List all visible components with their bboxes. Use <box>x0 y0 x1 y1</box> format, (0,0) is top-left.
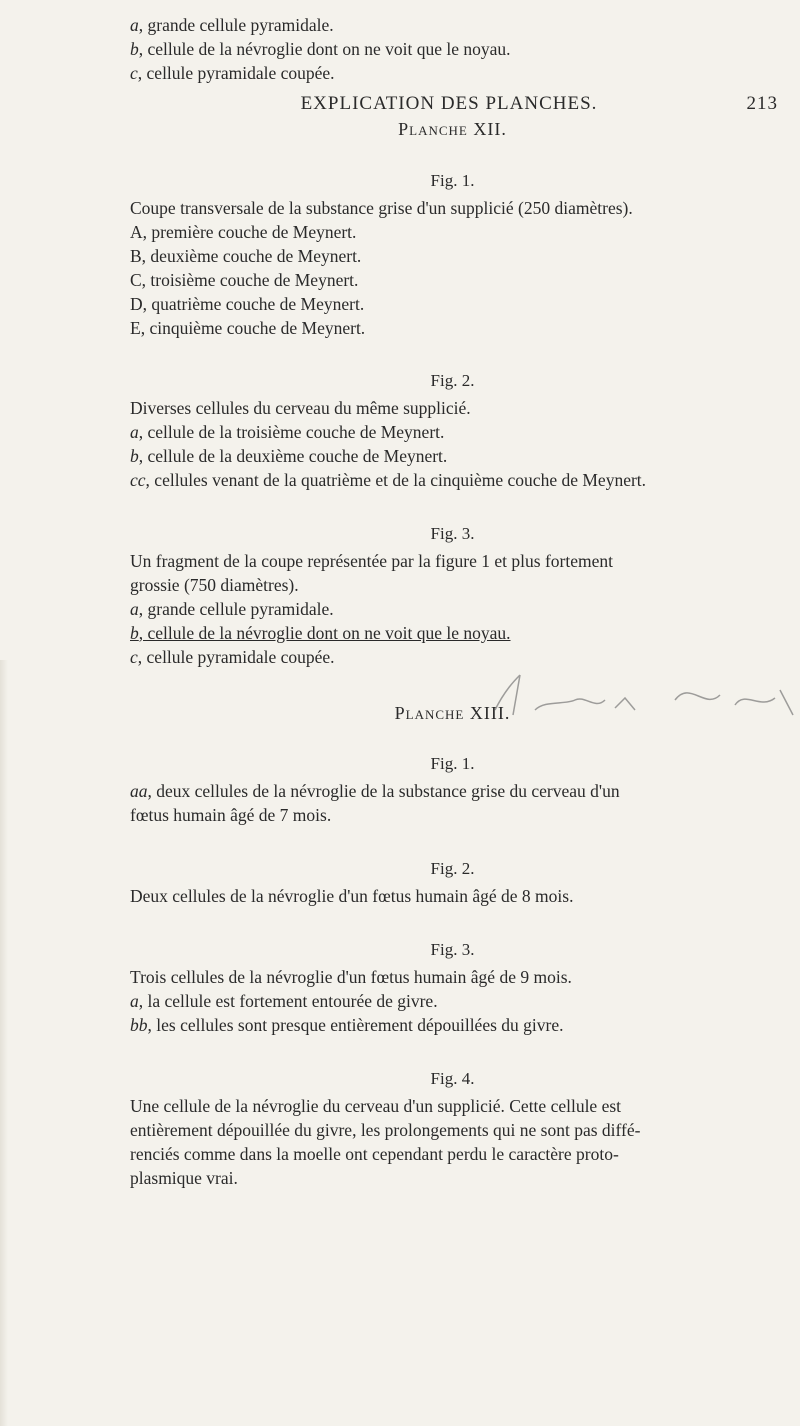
p13-fig4-line: renciés comme dans la moelle ont cependant perdu le caractère proto- <box>130 1144 619 1164</box>
p13-fig3-caption: Trois cellules de la névroglie d'un fœtus humain âgé de 9 mois. <box>130 967 572 987</box>
p13-fig3-item-a: a, la cellule est fortement entourée de givre. <box>130 991 438 1011</box>
p13-fig1-line1: aa, deux cellules de la névroglie de la substance grise du cerveau d'un <box>130 781 620 801</box>
p12-fig2-caption: Diverses cellules du cerveau du même supplicié. <box>130 398 471 418</box>
p13-fig3-item-bb: bb, les cellules sont presque entièrement dépouillées du givre. <box>130 1015 564 1035</box>
p13-fig4-line: plasmique vrai. <box>130 1168 238 1188</box>
p12-fig3-caption-line1: Un fragment de la coupe représentée par la figure 1 et plus fortement <box>130 551 613 571</box>
page-number: 213 <box>746 93 778 114</box>
p13-fig1-line2: fœtus humain âgé de 7 mois. <box>130 805 332 825</box>
planche-xii-heading: Planche XII. <box>398 119 507 139</box>
running-header <box>120 93 778 121</box>
page-edge-shadow <box>0 660 8 1426</box>
carryover-item-c: c, cellule pyramidale coupée. <box>130 63 335 83</box>
p13-fig2-caption: Deux cellules de la névroglie d'un fœtus humain âgé de 8 mois. <box>130 886 574 906</box>
p12-fig2-item-b: b, cellule de la deuxième couche de Meynert. <box>130 446 448 466</box>
p12-fig1-item: C, troisième couche de Meynert. <box>130 270 359 290</box>
p12-fig2-item-a: a, cellule de la troisième couche de Meynert. <box>130 422 445 442</box>
p12-fig1-item: D, quatrième couche de Meynert. <box>130 294 365 314</box>
p12-fig2-item-cc: cc, cellules venant de la quatrième et de la cinquième couche de Meynert. <box>130 470 647 490</box>
p12-fig3-item-b: b, cellule de la névroglie dont on ne voit que le noyau. <box>130 623 511 643</box>
p12-fig1-item: E, cinquième couche de Meynert. <box>130 318 366 338</box>
p12-fig1-item: A, première couche de Meynert. <box>130 222 357 242</box>
p13-fig4-line: entièrement dépouillée du givre, les prolongements qui ne sont pas diffé- <box>130 1120 641 1140</box>
handwritten-annotation <box>475 670 800 722</box>
p12-fig2-title: Fig. 2. <box>430 371 475 390</box>
carryover-item-b: b, cellule de la névroglie dont on ne voit que le noyau. <box>130 39 511 59</box>
p12-fig3-caption-line2: grossie (750 diamètres). <box>130 575 299 595</box>
p12-fig3-item-a: a, grande cellule pyramidale. <box>130 599 334 619</box>
p12-fig1-title: Fig. 1. <box>430 171 475 190</box>
p13-fig3-title: Fig. 3. <box>430 940 475 959</box>
p13-fig4-line: Une cellule de la névroglie du cerveau d'un supplicié. Cette cellule est <box>130 1096 622 1116</box>
p13-fig4-title: Fig. 4. <box>430 1069 475 1088</box>
p12-fig1-caption: Coupe transversale de la substance grise d'un supplicié (250 diamètres). <box>130 198 633 218</box>
p13-fig2-title: Fig. 2. <box>430 859 475 878</box>
planche-xiii-heading: Planche XIII. <box>394 703 511 723</box>
carryover-item-a: a, grande cellule pyramidale. <box>130 15 334 35</box>
p13-fig1-title: Fig. 1. <box>430 754 475 773</box>
p12-fig3-item-c: c, cellule pyramidale coupée. <box>130 647 335 667</box>
running-title: EXPLICATION DES PLANCHES. <box>300 93 598 114</box>
p12-fig1-item: B, deuxième couche de Meynert. <box>130 246 362 266</box>
p12-fig3-title: Fig. 3. <box>430 524 475 543</box>
